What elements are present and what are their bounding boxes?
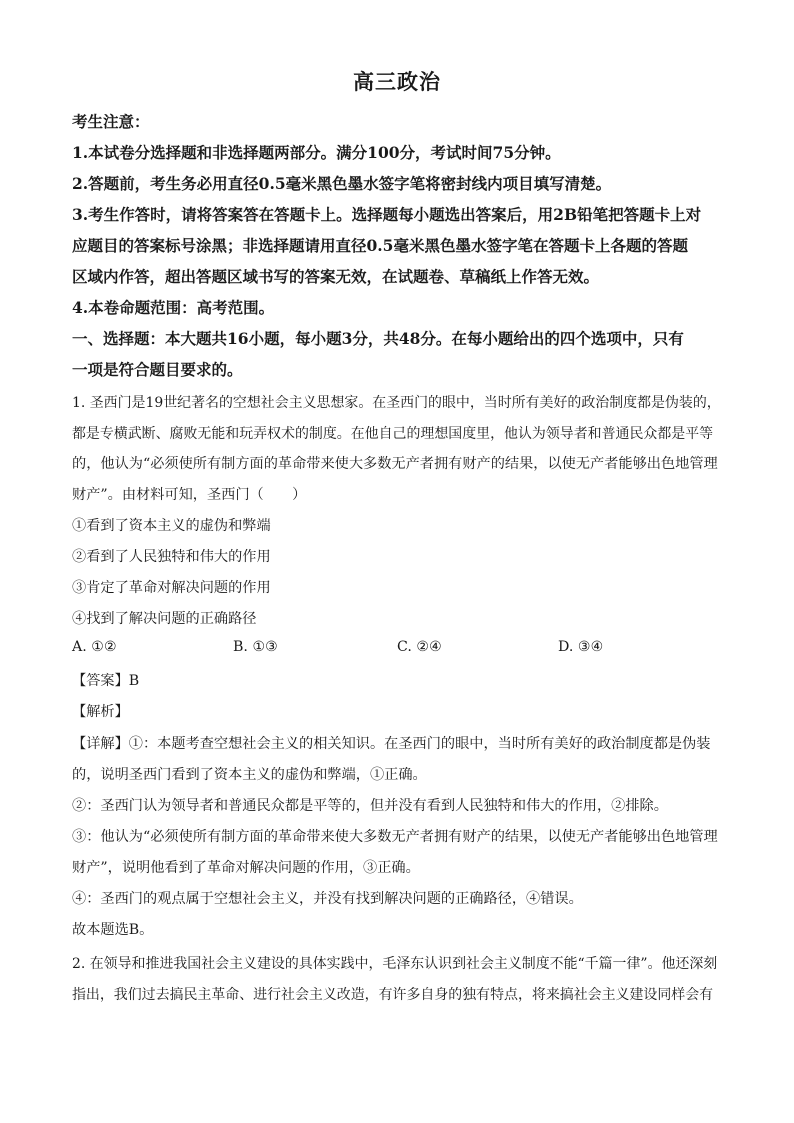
section-heading: 一、选择题：本大题共16小题，每小题3分，共48分。在每小题给出的四个选项中，只有 [72,329,684,348]
analysis-line: 【详解】①：本题考查空想社会主义的相关知识。在圣西门的眼中，当时所有美好的政治制度都是伪装 [72,736,711,752]
analysis-line: ③：他认为“必须使所有制方面的革命带来使大多数无产者拥有财产的结果，以使无产者能够出色地管理 [72,829,718,845]
section-heading: 一项是符合题目要求的。 [72,360,243,379]
statement: ①看到了资本主义的虚伪和弊端 [72,518,271,534]
answer: 【答案】B [72,673,140,689]
notice-line: 1.本试卷分选择题和非选择题两部分。满分100分，考试时间75分钟。 [72,143,561,162]
analysis-label: 【解析】 [72,704,129,720]
page-title: 高三政治 [353,69,441,94]
option-c: C. ②④ [397,639,442,655]
notice-line: 应题目的答案标号涂黑；非选择题请用直径0.5毫米黑色墨水签字笔在答题卡上各题的答题 [72,236,688,255]
statement: ④找到了解决问题的正确路径 [72,611,257,627]
statement: ②看到了人民独特和伟大的作用 [72,549,271,565]
option-d: D. ③④ [558,639,604,655]
notice-line: 区域内作答，超出答题区域书写的答案无效，在试题卷、草稿纸上作答无效。 [72,267,600,286]
question-stem: 都是专横武断、腐败无能和玩弄权术的制度。在他自己的理想国度里，他认为领导者和普通民众都是平等 [72,426,714,442]
notice-line: 2.答题前，考生务必用直径0.5毫米黑色墨水签字笔将密封线内项目填写清楚。 [72,174,612,193]
notice-line: 4.本卷命题范围：高考范围。 [72,298,275,317]
analysis-line: 故本题选B。 [72,922,154,938]
analysis-line: ②：圣西门认为领导者和普通民众都是平等的，但并没有看到人民独特和伟大的作用，②排除。 [72,798,668,814]
option-b: B. ①③ [233,639,278,655]
question-stem: 指出，我们过去搞民主革命、进行社会主义改造，有许多自身的独有特点，将来搞社会主义建设同样会有 [72,987,714,1003]
question-stem: 1. 圣西门是19世纪著名的空想社会主义思想家。在圣西门的眼中，当时所有美好的政治制度都是伪装的， [72,395,721,411]
notice-heading: 考生注意： [72,112,150,131]
analysis-line: 财产”，说明他看到了革命对解决问题的作用，③正确。 [72,860,420,876]
question-stem: 财产”。由材料可知，圣西门（ ） [72,487,307,503]
question-stem: 的，他认为“必须使所有制方面的革命带来使大多数无产者拥有财产的结果，以使无产者能够出色地管理 [72,456,718,472]
analysis-line: 的，说明圣西门看到了资本主义的虚伪和弊端，①正确。 [72,767,427,783]
notice-line: 3.考生作答时，请将答案答在答题卡上。选择题每小题选出答案后，用2B铅笔把答题卡上对 [72,205,702,224]
question-stem: 2. 在领导和推进我国社会主义建设的具体实践中，毛泽东认识到社会主义制度不能“千篇一律”。他还深刻 [72,956,718,972]
analysis-line: ④：圣西门的观点属于空想社会主义，并没有找到解决问题的正确路径，④错误。 [72,891,583,907]
option-a: A. ①② [72,639,117,655]
statement: ③肯定了革命对解决问题的作用 [72,580,271,596]
